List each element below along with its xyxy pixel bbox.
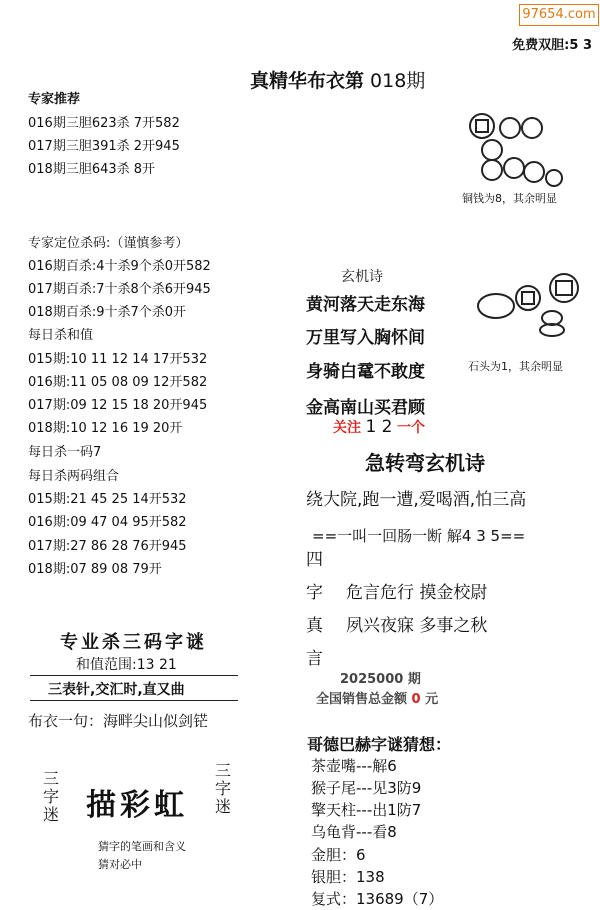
riddle-range: 和值范围:13 21 xyxy=(76,657,177,673)
free-pair-label: 免费双胆:5 3 xyxy=(512,38,592,53)
experts-line: 016期三胆623杀 7开582 xyxy=(28,116,180,131)
riddle-hint2: 猜对必中 xyxy=(98,858,142,871)
focus-suffix: 一个 xyxy=(396,420,425,436)
experts-line: 018期三胆643杀 8开 xyxy=(28,162,156,177)
two-kill-heading: 每日杀两码组合 xyxy=(28,469,120,484)
riddle-center-word: 描彩虹 xyxy=(86,788,188,823)
goebbels-line: 猴子尾---见3防9 xyxy=(311,779,422,797)
kill-codes-line: 016期百杀:4十杀9个杀0开582 xyxy=(28,259,211,274)
sales-label: 全国销售总金额 xyxy=(316,692,408,707)
sales-unit: 元 xyxy=(425,692,439,707)
sales-amount: 0 xyxy=(411,692,421,707)
stones-caption: 石头为1，其余明显 xyxy=(468,360,563,373)
riddle-buyi: 布衣一句：海畔尖山似剑铓 xyxy=(28,712,209,730)
riddle-hint1: 猜字的笔画和含义 xyxy=(98,840,186,853)
title-main: 真精华布衣第 xyxy=(250,70,365,92)
sales-total xyxy=(316,688,438,707)
goebbels-line: 乌龟背---看8 xyxy=(311,823,397,841)
goebbels-line: 擎天柱---出1防7 xyxy=(311,801,422,819)
poem-line: 万里写入胸怀间 xyxy=(306,328,425,348)
site-watermark: 97654.com xyxy=(519,4,599,26)
kill-codes-line: 017期百杀:7十杀8个杀6开945 xyxy=(28,282,211,297)
sales-issue: 2025000 期 xyxy=(340,672,421,687)
four-char-col: 言 xyxy=(306,649,323,669)
sum-kill-line: 015期:10 11 12 14 17开532 xyxy=(28,352,208,367)
coins-figure xyxy=(462,108,572,188)
riddle-divider-bottom xyxy=(30,700,238,701)
four-char-row1: 危言危行 摸金校尉 xyxy=(346,583,488,603)
one-kill-line: 每日杀一码7 xyxy=(28,445,102,460)
poem-line: 金高南山买君顾 xyxy=(306,398,425,418)
goebbels-heading: 哥德巴赫字谜猜想： xyxy=(307,735,452,754)
kill-codes-line: 018期百杀:9十杀7个杀0开 xyxy=(28,305,187,320)
two-kill-line: 018期:07 89 08 79开 xyxy=(28,562,162,577)
riddle-vert-right: 三字迷 xyxy=(214,761,231,816)
focus-label: 关注 xyxy=(333,420,361,436)
experts-heading: 专家推荐 xyxy=(28,92,81,107)
kill-codes-heading: 专家定位杀码:（谨慎参考） xyxy=(28,236,189,251)
four-char-col: 真 xyxy=(306,616,323,636)
goebbels-gold: 金胆：6 xyxy=(311,846,366,864)
two-kill-line: 016期:09 47 04 95开582 xyxy=(28,515,187,530)
four-char-row2: 夙兴夜寐 多事之秋 xyxy=(346,616,488,636)
riddle-divider-top xyxy=(30,675,238,676)
poem-heading: 玄机诗 xyxy=(341,269,383,285)
riddle-title: 专业杀三码字谜 xyxy=(60,632,207,653)
focus-nums: 1 2 xyxy=(365,417,393,437)
goebbels-multi: 复式：13689（7） xyxy=(311,890,444,908)
two-kill-line: 015期:21 45 25 14开532 xyxy=(28,492,187,507)
title-issue: 018期 xyxy=(370,70,426,92)
goebbels-line: 茶壶嘴---解6 xyxy=(311,757,397,775)
poem-focus xyxy=(333,417,425,437)
turn-heading: 急转弯玄机诗 xyxy=(365,451,485,475)
sum-kill-line: 018期:10 12 16 19 20开 xyxy=(28,421,183,436)
coins-caption: 铜钱为8，其余明显 xyxy=(462,192,557,205)
poem-line: 身骑白鼋不敢度 xyxy=(306,362,425,382)
riddle-vert-left: 三字迷 xyxy=(42,769,59,824)
goebbels-silver: 银胆：138 xyxy=(311,868,385,886)
experts-line: 017期三胆391杀 2开945 xyxy=(28,139,180,154)
four-char-col: 字 xyxy=(306,583,323,603)
page-title xyxy=(250,66,425,93)
two-kill-line: 017期:27 86 28 76开945 xyxy=(28,539,187,554)
turn-line1: 绕大院,跑一遭,爱喝酒,怕三高 xyxy=(306,490,527,510)
sum-kill-line: 016期:11 05 08 09 12开582 xyxy=(28,375,208,390)
sum-kill-line: 017期:09 12 15 18 20开945 xyxy=(28,398,208,413)
stones-figure xyxy=(476,268,586,348)
turn-line2: ==一叫一回肠一断 解4 3 5== xyxy=(312,527,526,545)
poem-line: 黄河落天走东海 xyxy=(306,295,425,315)
sum-kill-heading: 每日杀和值 xyxy=(28,328,94,343)
four-char-col: 四 xyxy=(306,550,323,570)
riddle-line: 三表针,交汇时,直又曲 xyxy=(48,682,185,698)
